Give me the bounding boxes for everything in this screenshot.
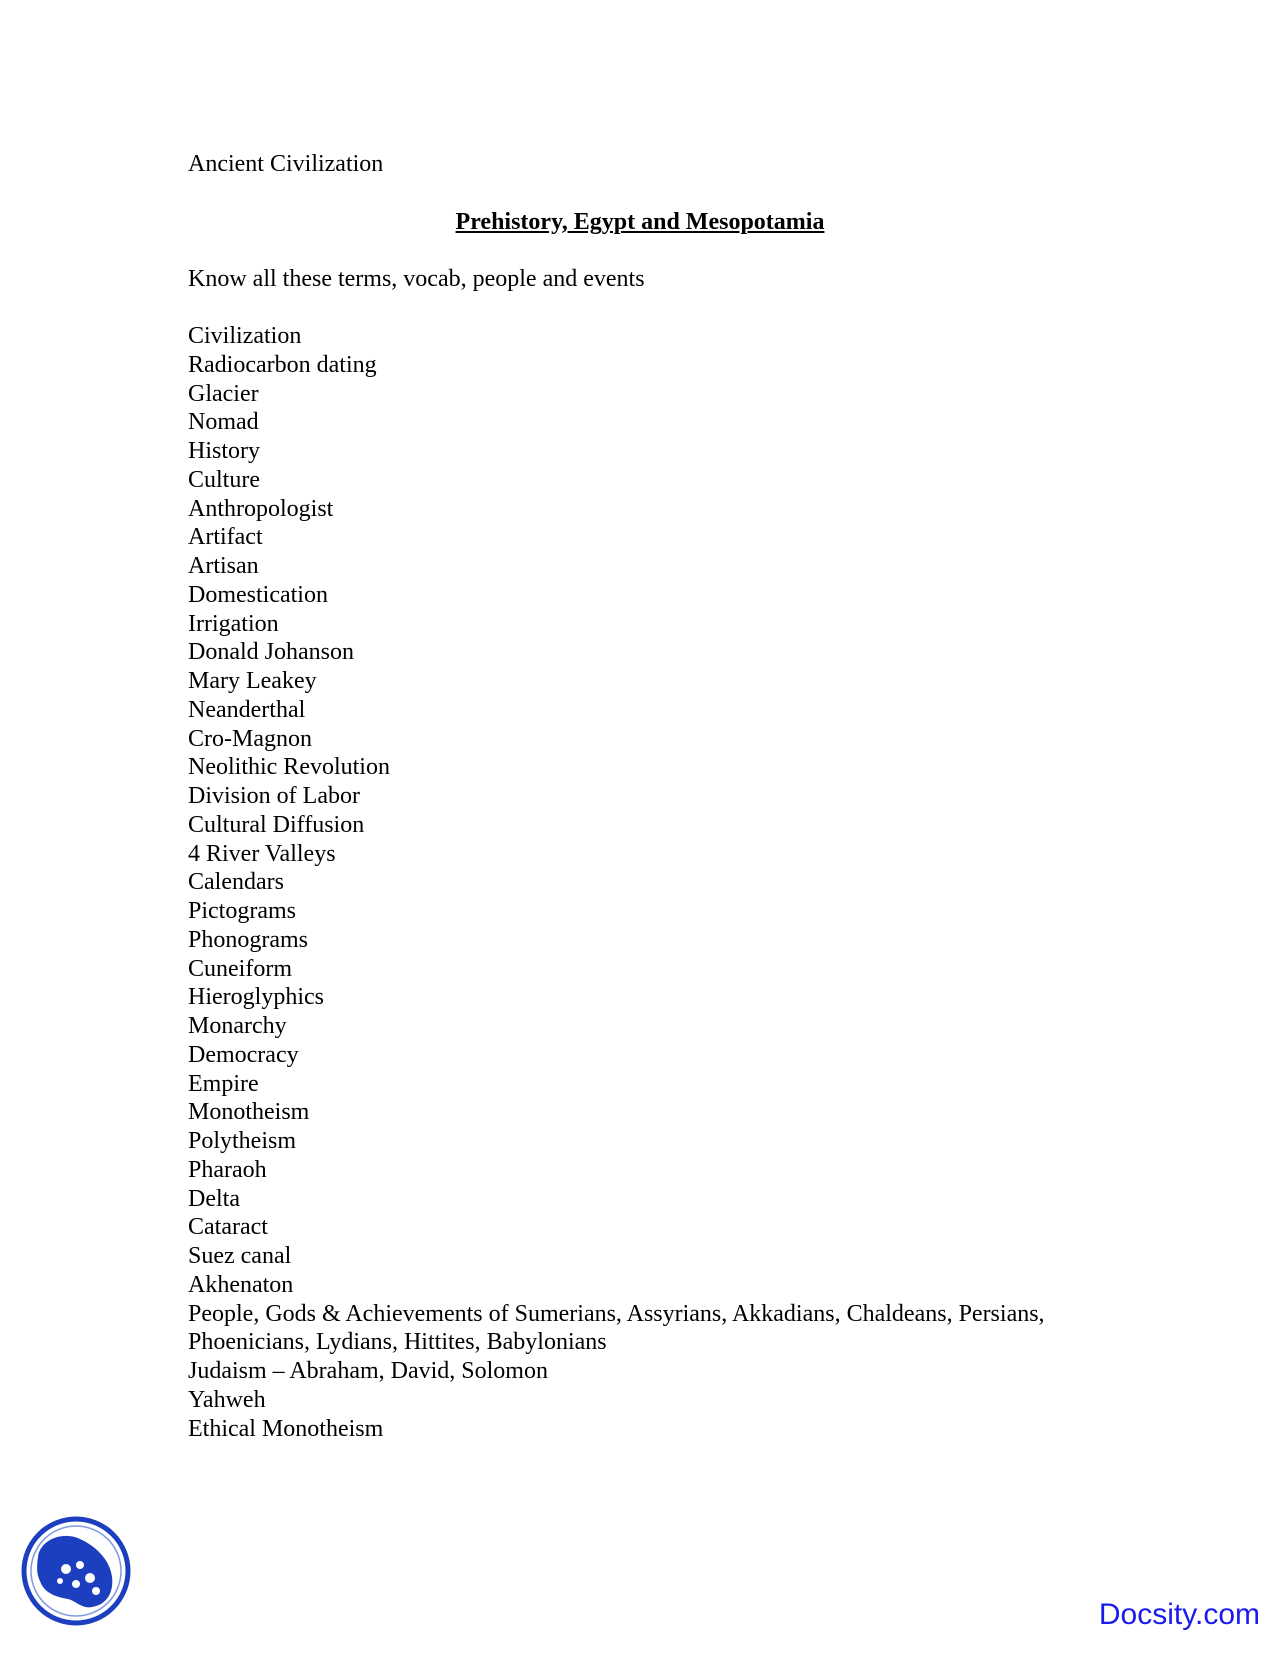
term-item: Irrigation — [188, 610, 279, 637]
term-item: Ethical Monotheism — [188, 1415, 384, 1442]
term-item: Mary Leakey — [188, 668, 317, 694]
term-item: Hieroglyphics — [188, 984, 324, 1011]
intro-text: Know all these terms, vocab, people and events — [188, 266, 645, 292]
term-item: Radiocarbon dating — [188, 351, 377, 378]
term-item: Neanderthal — [188, 696, 306, 723]
docsity-brand-link[interactable]: Docsity.com — [1098, 1598, 1260, 1631]
term-item: History — [188, 438, 260, 464]
term-item: Pharaoh — [188, 1156, 267, 1183]
term-item: Monotheism — [188, 1099, 310, 1126]
term-item: Anthropologist — [188, 495, 334, 522]
term-item: Democracy — [188, 1041, 299, 1068]
course-name: Ancient Civilization — [188, 151, 384, 177]
term-item: Empire — [188, 1070, 259, 1097]
term-item: Judaism – Abraham, David, Solomon — [188, 1358, 548, 1384]
term-item: Division of Labor — [188, 783, 360, 809]
term-item: Artifact — [188, 524, 263, 551]
term-item: Nomad — [188, 409, 259, 436]
term-item: People, Gods & Achievements of Sumerians, Assyrians, Akkadians, Chaldeans, Persians, — [188, 1300, 1045, 1327]
term-item: Donald Johanson — [188, 639, 354, 666]
docsity-logo-icon[interactable] — [20, 1515, 132, 1627]
term-item: Civilization — [188, 323, 302, 349]
term-item: Cataract — [188, 1214, 268, 1241]
term-item: Akhenaton — [188, 1271, 294, 1298]
term-item: Polytheism — [188, 1128, 297, 1154]
term-list — [188, 322, 1148, 1443]
term-item: Cultural Diffusion — [188, 811, 365, 838]
term-item: Artisan — [188, 553, 259, 579]
term-item: Pictograms — [188, 898, 296, 924]
term-item: Suez canal — [188, 1243, 292, 1269]
term-item: Cuneiform — [188, 955, 292, 982]
term-item: 4 River Valleys — [188, 840, 336, 867]
term-item: Cro-Magnon — [188, 725, 312, 752]
term-item: Glacier — [188, 380, 259, 407]
term-item: Neolithic Revolution — [188, 754, 390, 781]
term-item: Yahweh — [188, 1386, 266, 1413]
term-item: Calendars — [188, 869, 284, 896]
term-item: Culture — [188, 466, 260, 493]
docsity-logo-graphic — [20, 1515, 132, 1627]
page-title: Prehistory, Egypt and Mesopotamia — [455, 209, 825, 235]
term-item: Domestication — [188, 581, 328, 608]
term-item: Delta — [188, 1185, 240, 1212]
term-item: Monarchy — [188, 1013, 287, 1039]
term-item: Phoenicians, Lydians, Hittites, Babylonians — [188, 1329, 607, 1356]
term-item: Phonograms — [188, 926, 308, 953]
